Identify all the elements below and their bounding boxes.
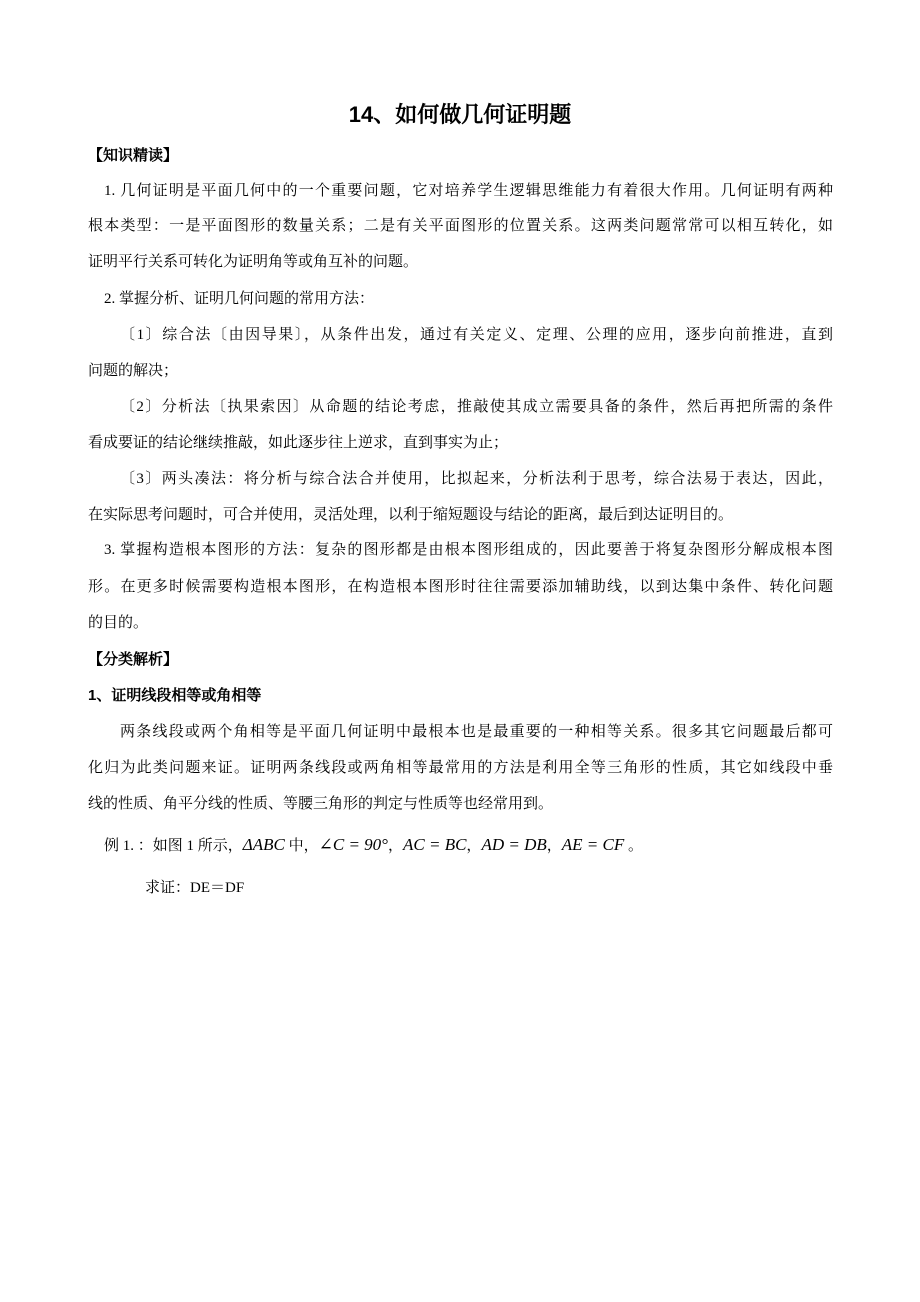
section-heading-knowledge: 【知识精读】 bbox=[88, 147, 179, 164]
prove-statement: 求证：DE＝DF bbox=[145, 880, 245, 896]
example-text: 中， bbox=[284, 838, 319, 854]
subsection-heading: 1、证明线段相等或角相等 bbox=[88, 687, 262, 704]
paragraph-line: 线的性质、角平分线的性质、等腰三角形的判定与性质等也经常用到。 bbox=[88, 796, 554, 812]
paragraph-line: 化归为此类问题来证。证明两条线段或两角相等最常用的方法是利用全等三角形的性质，其它如线段中垂 bbox=[88, 760, 833, 776]
math-equation: AD = DB bbox=[481, 835, 547, 854]
math-equation: AC = BC bbox=[403, 835, 467, 854]
paragraph-line: 2. 掌握分析、证明几何问题的常用方法： bbox=[104, 291, 375, 307]
page-title: 14、如何做几何证明题 bbox=[348, 102, 572, 127]
example-statement bbox=[104, 835, 849, 856]
math-angle: ∠C = 90° bbox=[318, 835, 388, 854]
paragraph-line: 根本类型：一是平面图形的数量关系；二是有关平面图形的位置关系。这两类问题常常可以相互转化，如 bbox=[88, 218, 833, 234]
example-text: ， bbox=[546, 838, 562, 854]
math-triangle: ΔABC bbox=[242, 835, 285, 854]
paragraph-line: 〔2〕分析法〔执果索因〕从命题的结论考虑，推敲使其成立需要具备的条件，然后再把所需的条件 bbox=[120, 399, 833, 415]
paragraph-line: 看成要证的结论继续推敲，如此逐步往上逆求，直到事实为止； bbox=[88, 435, 509, 451]
section-heading-analysis: 【分类解析】 bbox=[88, 651, 179, 668]
example-text: ， bbox=[387, 838, 403, 854]
paragraph-line: 〔3〕两头凑法：将分析与综合法合并使用，比拟起来，分析法利于思考，综合法易于表达，因此， bbox=[120, 471, 833, 487]
paragraph-line: 证明平行关系可转化为证明角等或角互补的问题。 bbox=[88, 254, 419, 270]
example-prefix: 例 1. ：如图 1 所示， bbox=[104, 838, 243, 854]
paragraph-line: 形。在更多时候需要构造根本图形，在构造根本图形时往往需要添加辅助线，以到达集中条件、转化问题 bbox=[88, 579, 833, 595]
paragraph-line: 3. 掌握构造根本图形的方法：复杂的图形都是由根本图形组成的，因此要善于将复杂图形分解成根本图 bbox=[104, 542, 833, 558]
example-text: 。 bbox=[624, 838, 643, 854]
paragraph-line: 问题的解决； bbox=[88, 363, 179, 379]
math-equation: AE = CF bbox=[561, 835, 625, 854]
paragraph-line: 在实际思考问题时，可合并使用，灵活处理，以利于缩短题设与结论的距离，最后到达证明目的。 bbox=[88, 507, 734, 523]
paragraph-line: 的目的。 bbox=[88, 615, 149, 631]
example-text: ， bbox=[466, 838, 482, 854]
paragraph-line: 两条线段或两个角相等是平面几何证明中最根本也是最重要的一种相等关系。很多其它问题最后都可 bbox=[120, 724, 833, 740]
paragraph-line: 〔1〕综合法〔由因导果〕，从条件出发，通过有关定义、定理、公理的应用，逐步向前推进，直到 bbox=[120, 327, 833, 343]
paragraph-line: 1. 几何证明是平面几何中的一个重要问题，它对培养学生逻辑思维能力有着很大作用。几何证明有两种 bbox=[104, 183, 833, 199]
